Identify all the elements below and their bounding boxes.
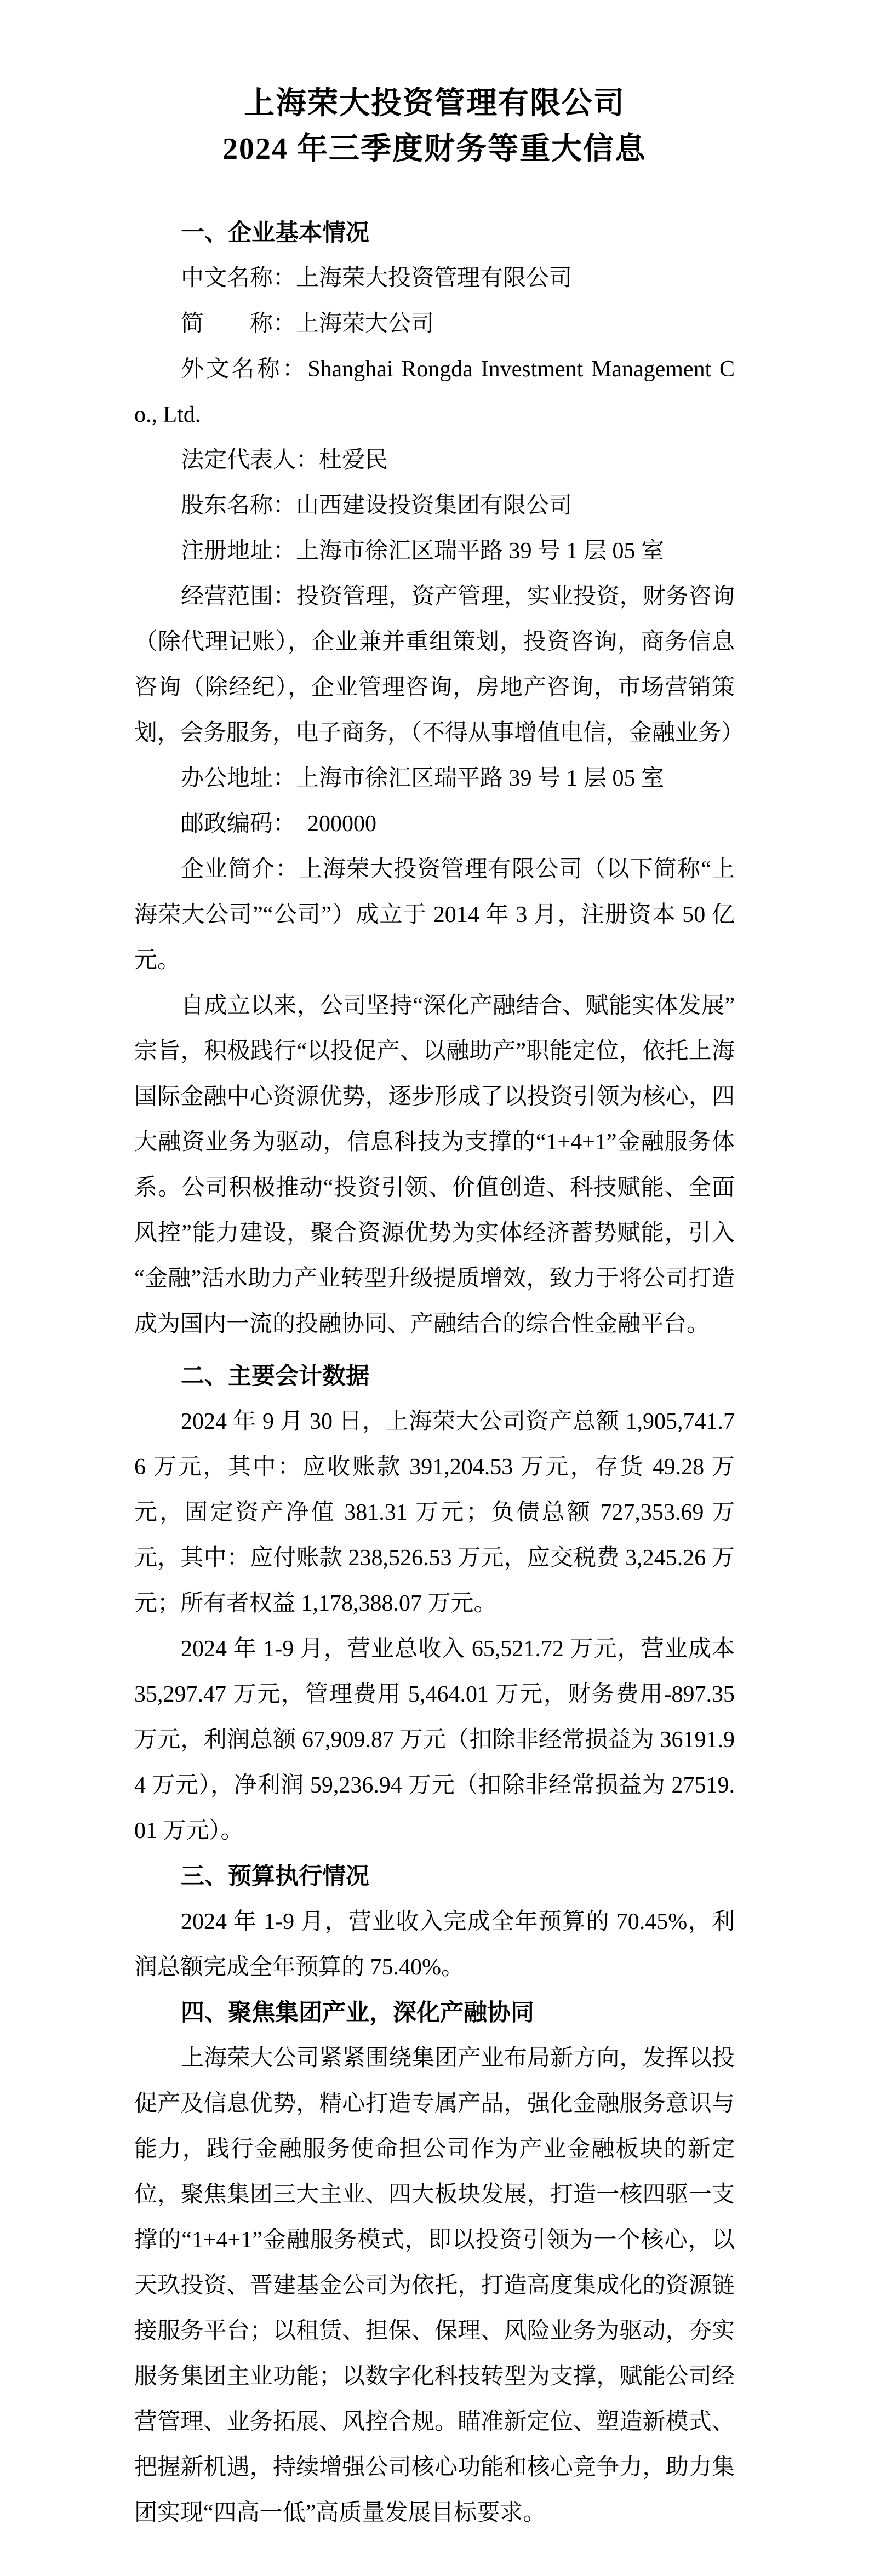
paragraph-short-name: 简 称：上海荣大公司 — [181, 311, 434, 336]
section-heading-budget-execution: 三、预算执行情况 — [181, 1863, 369, 1890]
title-line-1: 上海荣大投资管理有限公司 — [244, 87, 625, 121]
paragraph-company-mission: 自成立以来，公司坚持“深化产融结合、赋能实体发展”宗旨，积极践行“以投促产、以融助产”职能定位，依托上海国际金融中心资源优势，逐步形成了以投资引领为核心，四大融资业务为驱动，信息科技为支撑的“1+4+1”金融服务体系。公司积极推动“投资引领、价值创造、科技赋能、全面风控”能力建设，聚合资源优势为实体经济蓄势赋能，引入“金融”活水助力产业转型升级提质增效，致力于将公司打造成为国内一流的投融协同、产融结合的综合性金融平台。 — [134, 993, 735, 1337]
paragraph-company-profile: 企业简介：上海荣大投资管理有限公司（以下简称“上海荣大公司”“公司”）成立于 2014 年 3 月，注册资本 50 亿元。 — [134, 857, 735, 973]
paragraph-registered-address: 注册地址：上海市徐汇区瑞平路 39 号 1 层 05 室 — [181, 539, 665, 564]
document-title — [134, 81, 735, 172]
paragraph-chinese-name: 中文名称：上海荣大投资管理有限公司 — [181, 266, 573, 291]
paragraph-postal-code: 邮政编码： 200000 — [181, 811, 377, 837]
section-heading-accounting-data: 二、主要会计数据 — [181, 1363, 369, 1390]
paragraph-english-name: 外文名称：Shanghai Rongda Investment Management Co., Ltd. — [134, 357, 735, 427]
paragraph-budget-completion: 2024 年 1-9 月，营业收入完成全年预算的 70.45%，利润总额完成全年预算的 75.40%。 — [134, 1909, 735, 1980]
paragraph-balance-sheet: 2024 年 9 月 30 日，上海荣大公司资产总额 1,905,741.76 万元，其中：应收账款 391,204.53 万元，存货 49.28 万元，固定资产净值 381.31 万元；负债总额 727,353.69 万元，其中：应付账款 238,526.53 万元，应交税费 3,245.26 万元；所有者权益 1,178,388.07 万元。 — [134, 1409, 735, 1616]
paragraph-shareholder-name: 股东名称：山西建设投资集团有限公司 — [181, 493, 573, 518]
title-line-2: 2024 年三季度财务等重大信息 — [222, 132, 647, 166]
section-heading-group-synergy: 四、聚焦集团产业，深化产融协同 — [181, 1999, 534, 2027]
paragraph-group-strategy: 上海荣大公司紧紧围绕集团产业布局新方向，发挥以投促产及信息优势，精心打造专属产品，强化金融服务意识与能力，践行金融服务使命担公司作为产业金融板块的新定位，聚焦集团三大主业、四大板块发展，打造一核四驱一支撑的“1+4+1”金融服务模式，即以投资引领为一个核心，以天玖投资、晋建基金公司为依托，打造高度集成化的资源链接服务平台；以租赁、担保、保理、风险业务为驱动，夯实服务集团主业功能；以数字化科技转型为支撑，赋能公司经营管理、业务拓展、风控合规。瞄准新定位、塑造新模式、把握新机遇，持续增强公司核心功能和核心竞争力，助力集团实现“四高一低”高质量发展目标要求。 — [134, 2046, 735, 2526]
section-heading-basic-info: 一、企业基本情况 — [181, 219, 369, 247]
paragraph-income-statement: 2024 年 1-9 月，营业总收入 65,521.72 万元，营业成本 35,297.47 万元，管理费用 5,464.01 万元，财务费用-897.35 万元，利润总额 67,909.87 万元（扣除非经常损益为 36191.94 万元），净利润 59,236.94 万元（扣除非经常损益为 27519.01 万元）。 — [134, 1636, 741, 1844]
paragraph-business-scope: 经营范围：投资管理，资产管理，实业投资，财务咨询（除代理记账），企业兼并重组策划，投资咨询，商务信息咨询（除经纪），企业管理咨询，房地产咨询，市场营销策划，会务服务，电子商务，（不得从事增值电信，金融业务） — [134, 584, 745, 746]
paragraph-legal-representative: 法定代表人：杜爱民 — [181, 448, 388, 473]
paragraph-office-address: 办公地址：上海市徐汇区瑞平路 39 号 1 层 05 室 — [181, 766, 665, 791]
